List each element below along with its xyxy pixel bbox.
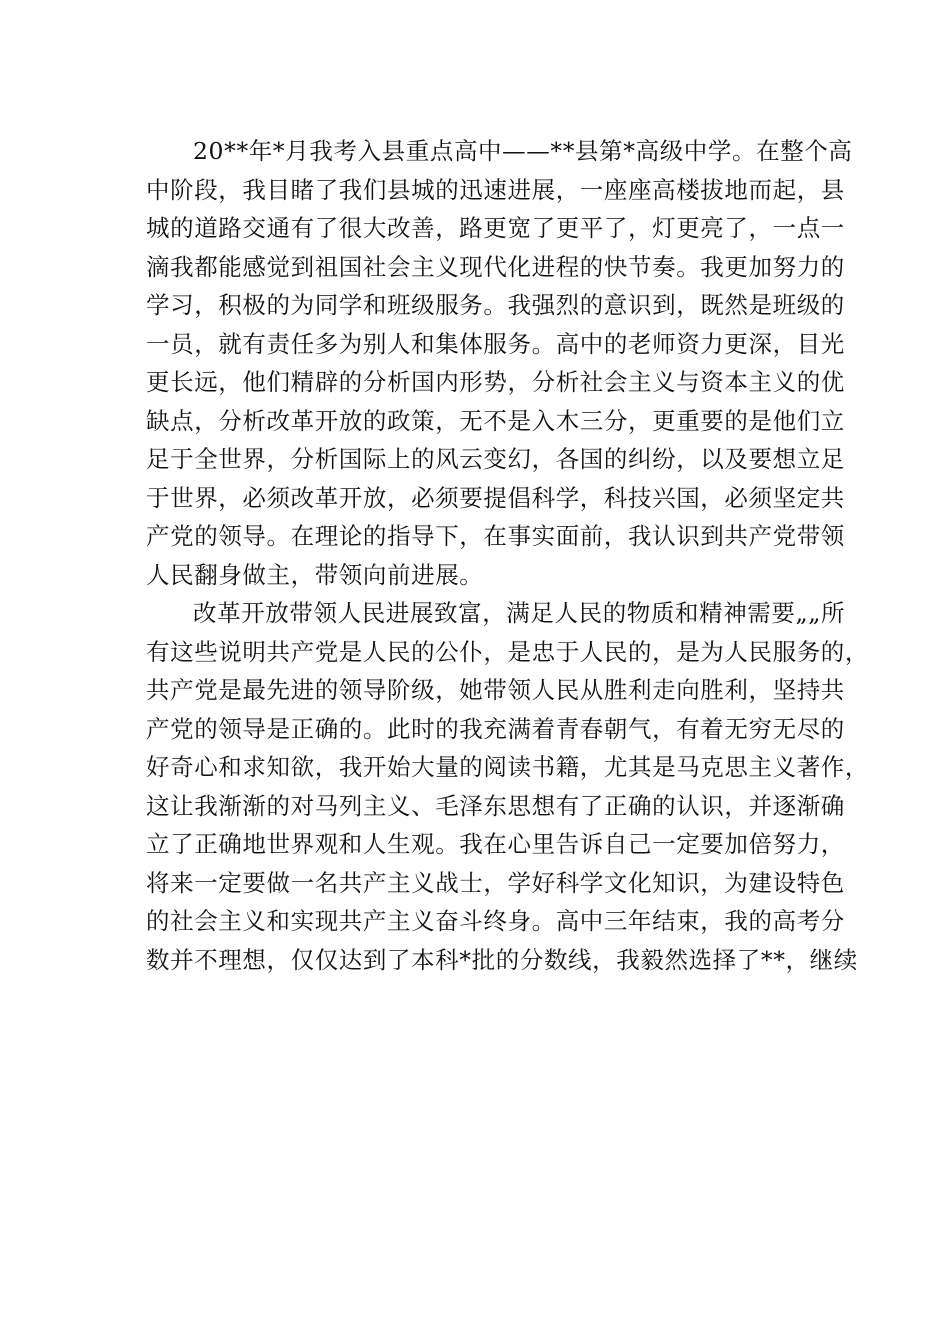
paragraph-line: 这让我渐渐的对马列主义、毛泽东思想有了正确的认识，并逐渐确 [146,791,845,820]
paragraph-line: 于世界，必须改革开放，必须要提倡科学，科技兴国，必须坚定共 [146,483,845,512]
paragraph-line: 滴我都能感觉到祖国社会主义现代化进程的快节奏。我更加努力的 [146,252,845,281]
paragraph-line: 中阶段，我目睹了我们县城的迅速进展，一座座高楼拔地而起，县 [146,175,845,204]
paragraph-line: 立了正确地世界观和人生观。我在心里告诉自己一定要加倍努力， [146,830,845,858]
paragraph-line: 有这些说明共产党是人民的公仆，是忠于人民的，是为人民服务的， [146,637,869,666]
body-text [146,132,869,979]
paragraph-line: 城的道路交通有了很大改善，路更宽了更平了，灯更亮了，一点一 [146,214,845,242]
paragraph-line: 共产党是最先进的领导阶级，她带领人民从胜利走向胜利，坚持共 [146,676,845,704]
paragraph-line: 产党的领导。在理论的指导下，在事实面前，我认识到共产党带领 [146,522,845,550]
paragraph-line: 更长远，他们精辟的分析国内形势，分析社会主义与资本主义的优 [146,368,845,396]
paragraph-line: 的社会主义和实现共产主义奋斗终身。高中三年结束，我的高考分 [146,907,845,935]
paragraph-2 [146,594,869,979]
paragraph-line: 人民翻身做主，带领向前进展。 [146,560,484,589]
paragraph-line: 数并不理想，仅仅达到了本科*批的分数线，我毅然选择了**，继续 [146,945,858,974]
paragraph-line: 产党的领导是正确的。此时的我充满着青春朝气，有着无穷无尽的 [146,714,845,743]
paragraph-line: 好奇心和求知欲，我开始大量的阅读书籍，尤其是马克思主义著作， [146,753,869,781]
paragraph-line: 20**年*月我考入县重点高中——**县第*高级中学。在整个高 [193,137,853,165]
paragraph-line: 将来一定要做一名共产主义战士，学好科学文化知识，为建设特色 [146,868,845,897]
paragraph-1 [146,132,853,594]
paragraph-line: 足于全世界，分析国际上的风云变幻，各国的纠纷，以及要想立足 [146,445,845,473]
paragraph-line: 改革开放带领人民进展致富，满足人民的物质和精神需要„„所 [193,599,846,627]
paragraph-line: 一员，就有责任多为别人和集体服务。高中的老师资力更深，目光 [146,329,845,358]
paragraph-line: 缺点，分析改革开放的政策，无不是入木三分，更重要的是他们立 [146,406,845,435]
paragraph-line: 学习，积极的为同学和班级服务。我强烈的意识到，既然是班级的 [146,291,845,319]
